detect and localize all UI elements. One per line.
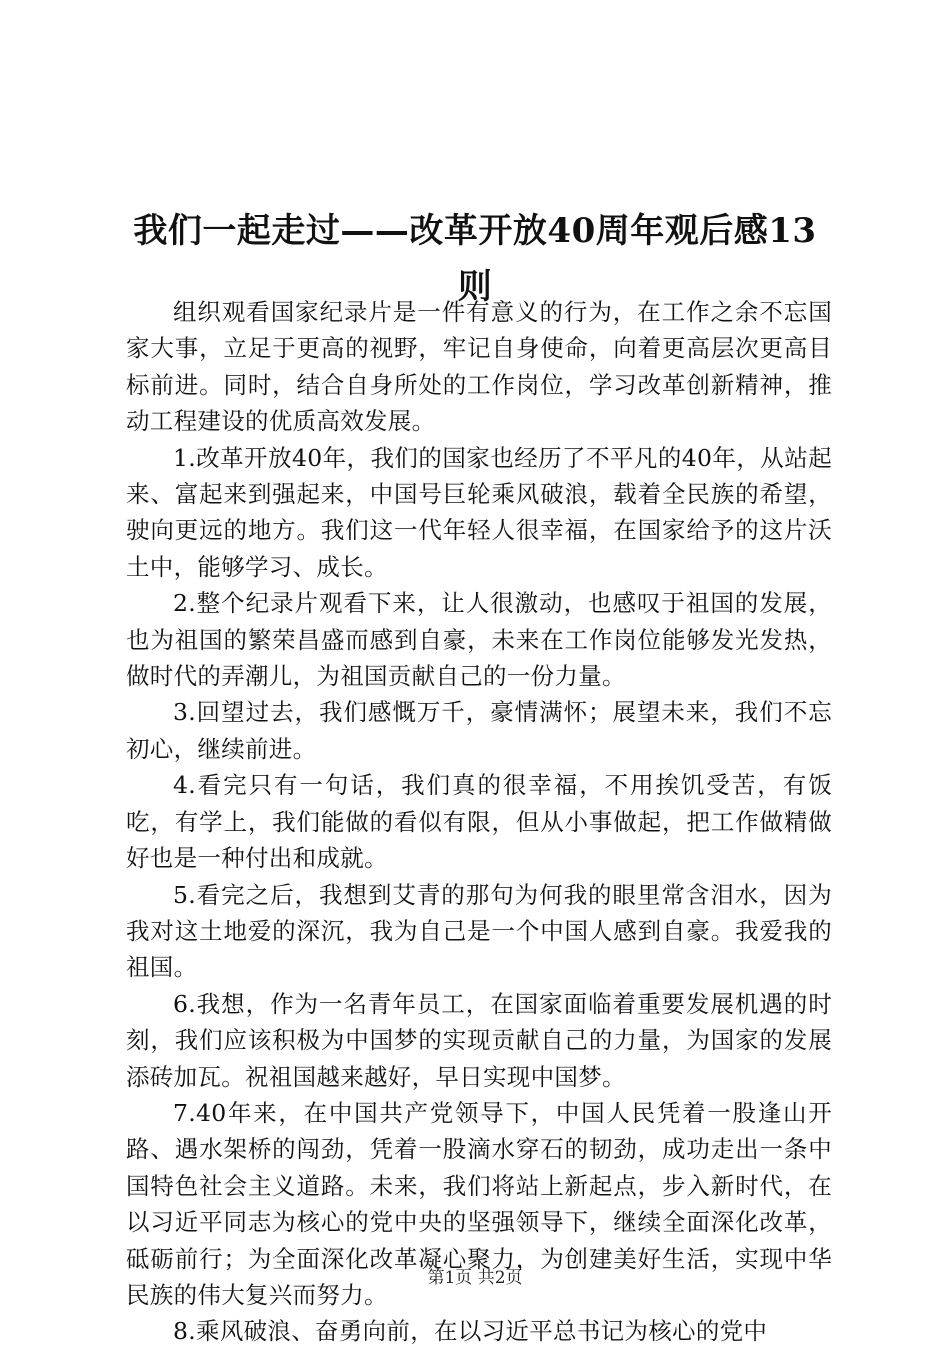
document-title: 我们一起走过——改革开放40周年观后感13则 bbox=[133, 210, 817, 307]
paragraph-2: 2.整个纪录片观看下来，让人很激动，也感叹于祖国的发展，也为祖国的繁荣昌盛而感到自豪，未来在工作岗位能够发光发热，做时代的弄潮儿，为祖国贡献自己的一份力量。 bbox=[126, 589, 832, 691]
paragraph-4: 4.看完只有一句话，我们真的很幸福，不用挨饥受苦，有饭吃，有学上，我们能做的看似有限，但从小事做起，把工作做精做好也是一种付出和成就。 bbox=[126, 771, 832, 873]
paragraph-3: 3.回望过去，我们感慨万千，豪情满怀；展望未来，我们不忘初心，继续前进。 bbox=[126, 698, 832, 763]
paragraph-7: 7.40年来，在中国共产党领导下，中国人民凭着一股逢山开路、遇水架桥的闯劲，凭着一股滴水穿石的韧劲，成功走出一条中国特色社会主义道路。未来，我们将站上新起点，步入新时代，在以习近平同志为核心的党中央的坚强领导下，继续全面深化改革，砥砺前行；为全面深化改革凝心聚力，为创建美好生活，实现中华民族的伟大复兴而努力。 bbox=[126, 1098, 832, 1309]
page-footer: 第1页 共2页 bbox=[427, 1268, 523, 1288]
document-body bbox=[126, 294, 832, 1350]
paragraph-1: 1.改革开放40年，我们的国家也经历了不平凡的40年，从站起来、富起来到强起来，中国号巨轮乘风破浪，载着全民族的希望，驶向更远的地方。我们这一代年轻人很幸福，在国家给予的这片沃土中，能够学习、成长。 bbox=[126, 443, 832, 581]
paragraph-5: 5.看完之后，我想到艾青的那句为何我的眼里常含泪水，因为我对这土地爱的深沉，我为自己是一个中国人感到自豪。我爱我的祖国。 bbox=[126, 880, 832, 982]
paragraph-intro: 组织观看国家纪录片是一件有意义的行为，在工作之余不忘国家大事，立足于更高的视野，牢记自身使命，向着更高层次更高目标前进。同时，结合自身所处的工作岗位，学习改革创新精神，推动工程建设的优质高效发展。 bbox=[126, 298, 832, 436]
paragraph-8: 8.乘风破浪、奋勇向前，在以习近平总书记为核心的党中 bbox=[173, 1317, 768, 1346]
paragraph-6: 6.我想，作为一名青年员工，在国家面临着重要发展机遇的时刻，我们应该积极为中国梦的实现贡献自己的力量，为国家的发展添砖加瓦。祝祖国越来越好，早日实现中国梦。 bbox=[126, 989, 832, 1091]
